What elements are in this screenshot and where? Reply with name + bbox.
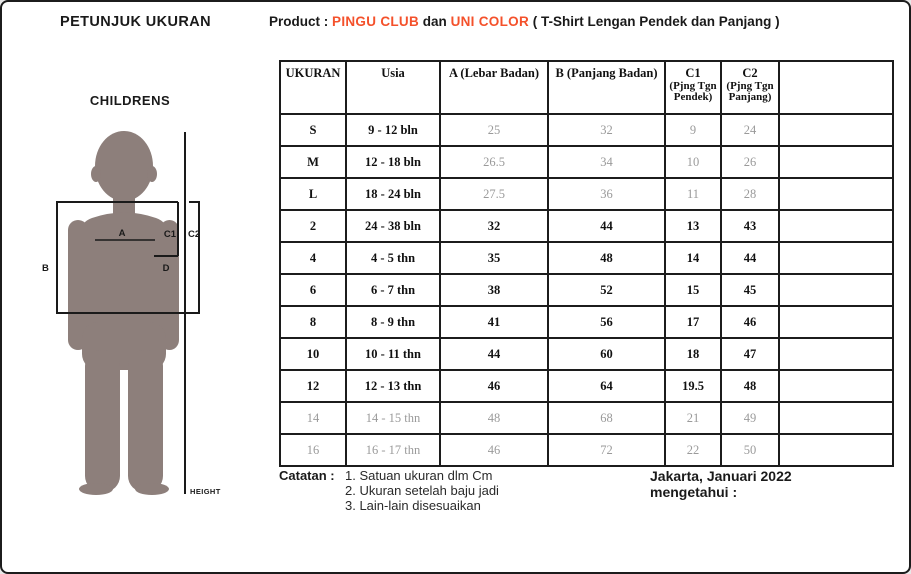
cell-b: 44: [548, 210, 665, 242]
cell-a: 25: [440, 114, 548, 146]
header-c1: C1 (Pjng Tgn Pendek): [665, 61, 721, 114]
table-row: [280, 306, 893, 338]
cell-c2: 49: [721, 402, 779, 434]
size-table-body: [280, 114, 893, 466]
page-title: PETUNJUK UKURAN: [60, 14, 212, 30]
category-label: CHILDRENS: [89, 93, 171, 108]
cell-size: M: [280, 146, 346, 178]
cell-b: 68: [548, 402, 665, 434]
cell-usia: 12 - 13 thn: [346, 370, 440, 402]
cell-a: 26.5: [440, 146, 548, 178]
cell-b: 48: [548, 242, 665, 274]
brand-pingu-club: PINGU CLUB: [332, 14, 420, 29]
header-panjang-badan: B (Panjang Badan): [548, 61, 665, 114]
header-usia: Usia: [346, 61, 440, 114]
notes-section: [279, 468, 499, 513]
cell-a: 44: [440, 338, 548, 370]
cell-extra: [779, 146, 893, 178]
cell-size: 8: [280, 306, 346, 338]
cell-size: S: [280, 114, 346, 146]
table-row: [280, 242, 893, 274]
cell-c1: 13: [665, 210, 721, 242]
table-row: [280, 210, 893, 242]
cell-size: 12: [280, 370, 346, 402]
cell-b: 52: [548, 274, 665, 306]
size-table: [279, 60, 894, 467]
cell-c2: 50: [721, 434, 779, 466]
cell-extra: [779, 242, 893, 274]
cell-usia: 18 - 24 bln: [346, 178, 440, 210]
cell-a: 38: [440, 274, 548, 306]
table-row: [280, 370, 893, 402]
label-d: D: [162, 263, 170, 274]
header-c2: C2 (Pjng Tgn Panjang): [721, 61, 779, 114]
cell-b: 60: [548, 338, 665, 370]
product-suffix: ( T-Shirt Lengan Pendek dan Panjang ): [532, 14, 780, 29]
cell-c2: 48: [721, 370, 779, 402]
cell-size: 16: [280, 434, 346, 466]
table-row: [280, 146, 893, 178]
table-row: [280, 178, 893, 210]
cell-c2: 46: [721, 306, 779, 338]
cell-usia: 8 - 9 thn: [346, 306, 440, 338]
cell-extra: [779, 434, 893, 466]
cell-a: 41: [440, 306, 548, 338]
cell-c1: 10: [665, 146, 721, 178]
header-empty: [779, 61, 893, 114]
product-prefix: Product :: [269, 14, 329, 29]
table-row: [280, 338, 893, 370]
cell-a: 32: [440, 210, 548, 242]
cell-b: 34: [548, 146, 665, 178]
cell-a: 46: [440, 370, 548, 402]
cell-size: 6: [280, 274, 346, 306]
cell-usia: 6 - 7 thn: [346, 274, 440, 306]
cell-c1: 21: [665, 402, 721, 434]
product-conjunction: dan: [422, 14, 447, 29]
cell-b: 36: [548, 178, 665, 210]
cell-size: L: [280, 178, 346, 210]
note-item: 3. Lain-lain disesuaikan: [345, 498, 481, 513]
cell-extra: [779, 210, 893, 242]
note-item: 1. Satuan ukuran dlm Cm: [345, 468, 493, 483]
cell-c1: 17: [665, 306, 721, 338]
notes-list: [345, 468, 499, 513]
cell-c2: 43: [721, 210, 779, 242]
table-row: [280, 114, 893, 146]
cell-usia: 24 - 38 bln: [346, 210, 440, 242]
cell-usia: 16 - 17 thn: [346, 434, 440, 466]
signature-place-date: Jakarta, Januari 2022: [650, 468, 792, 484]
cell-c2: 28: [721, 178, 779, 210]
cell-b: 64: [548, 370, 665, 402]
cell-b: 56: [548, 306, 665, 338]
cell-c2: 24: [721, 114, 779, 146]
cell-extra: [779, 338, 893, 370]
cell-a: 27.5: [440, 178, 548, 210]
cell-extra: [779, 274, 893, 306]
signature-block: [650, 468, 792, 500]
cell-usia: 9 - 12 bln: [346, 114, 440, 146]
label-b: B: [42, 263, 49, 274]
cell-size: 14: [280, 402, 346, 434]
brand-uni-color: UNI COLOR: [450, 14, 530, 29]
measurement-figure: [32, 82, 262, 512]
cell-a: 35: [440, 242, 548, 274]
label-height: HEIGHT: [190, 487, 221, 496]
cell-usia: 10 - 11 thn: [346, 338, 440, 370]
label-c2: C2: [188, 229, 201, 240]
cell-extra: [779, 306, 893, 338]
cell-extra: [779, 370, 893, 402]
c2-measure-bracket: [189, 202, 199, 313]
child-silhouette-diagram: [32, 82, 262, 512]
cell-c2: 44: [721, 242, 779, 274]
cell-b: 72: [548, 434, 665, 466]
header-lebar-badan: A (Lebar Badan): [440, 61, 548, 114]
header-ukuran: UKURAN: [280, 61, 346, 114]
signature-acknowledge: mengetahui :: [650, 484, 738, 500]
cell-size: 2: [280, 210, 346, 242]
cell-extra: [779, 178, 893, 210]
size-table-header: [280, 61, 893, 114]
cell-c1: 14: [665, 242, 721, 274]
cell-c2: 45: [721, 274, 779, 306]
cell-c1: 15: [665, 274, 721, 306]
table-row: [280, 434, 893, 466]
label-a: A: [118, 228, 126, 239]
table-row: [280, 402, 893, 434]
notes-label: Catatan :: [279, 468, 335, 483]
cell-a: 46: [440, 434, 548, 466]
table-row: [280, 274, 893, 306]
note-item: 2. Ukuran setelah baju jadi: [345, 483, 499, 498]
cell-usia: 4 - 5 thn: [346, 242, 440, 274]
cell-c1: 9: [665, 114, 721, 146]
label-c1: C1: [163, 229, 176, 240]
cell-extra: [779, 402, 893, 434]
cell-b: 32: [548, 114, 665, 146]
cell-a: 48: [440, 402, 548, 434]
cell-c1: 19.5: [665, 370, 721, 402]
cell-c1: 18: [665, 338, 721, 370]
product-line: [269, 14, 780, 29]
cell-usia: 12 - 18 bln: [346, 146, 440, 178]
cell-usia: 14 - 15 thn: [346, 402, 440, 434]
cell-size: 10: [280, 338, 346, 370]
cell-size: 4: [280, 242, 346, 274]
cell-extra: [779, 114, 893, 146]
cell-c1: 22: [665, 434, 721, 466]
cell-c1: 11: [665, 178, 721, 210]
cell-c2: 26: [721, 146, 779, 178]
cell-c2: 47: [721, 338, 779, 370]
